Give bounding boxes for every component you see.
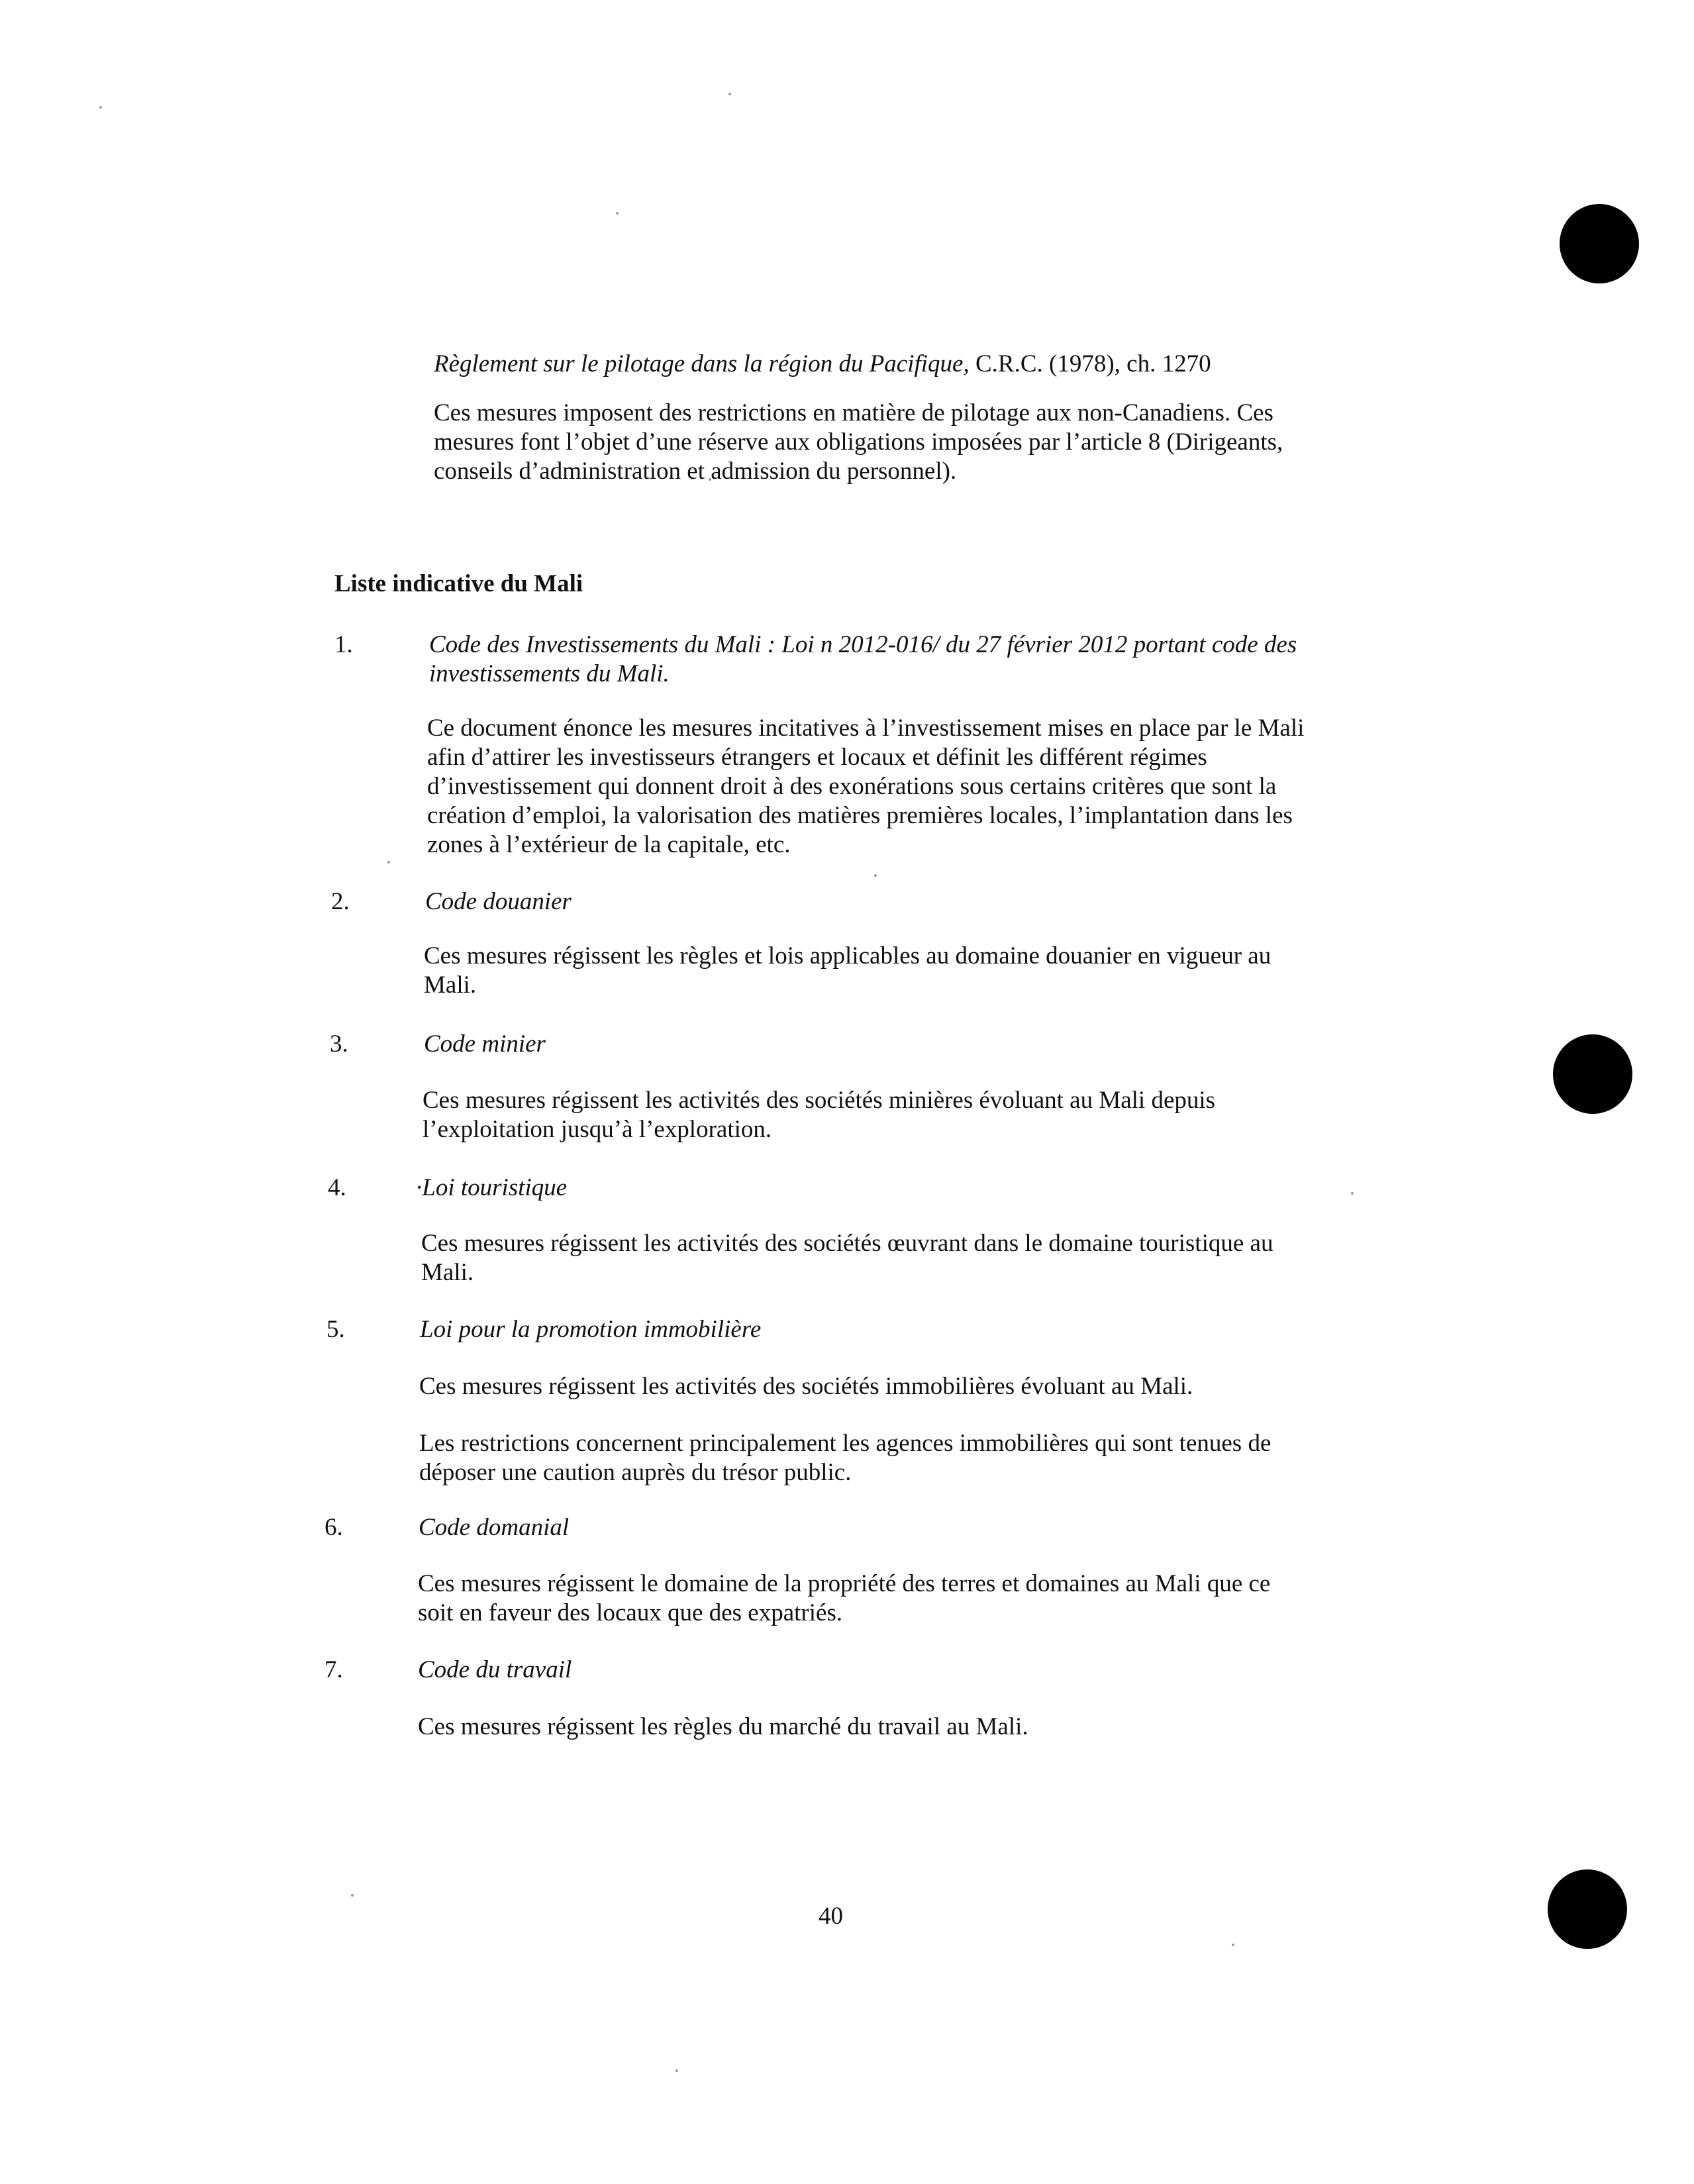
section-heading: Liste indicative du Mali [334,570,583,597]
item-title-line: Code douanier [425,888,572,915]
item-number: 4. [328,1174,346,1201]
item-title [419,1513,569,1542]
paragraph-line: déposer une caution auprès du trésor public. [419,1459,852,1486]
item-number: 7. [324,1656,343,1683]
scan-speck [387,861,390,864]
page-number: 40 [819,1903,843,1930]
paragraph-line: soit en faveur des locaux que des expatriés. [418,1599,843,1626]
paragraph-line: Ces mesures imposent des restrictions en matière de pilotage aux non-Canadiens. Ces [434,399,1273,426]
punch-hole [1548,1869,1627,1949]
regulation-title-citation: C.R.C. (1978), ch. 1270 [969,350,1211,377]
paragraph-line: Ces mesures régissent les règles et lois applicables au domaine douanier en vigueur au [424,942,1271,969]
paragraph-line: conseils d’administration et admission du personnel). [434,458,957,485]
paragraph-line: Ces mesures régissent les activités des sociétés œuvrant dans le domaine touristique au [421,1230,1273,1257]
punch-hole [1553,1034,1632,1114]
paragraph-line: Ce document énonce les mesures incitatives à l’investissement mises en place par le Mali [427,715,1305,742]
item-title [420,1315,761,1344]
paragraph-line: Ces mesures régissent les règles du marché du travail au Mali. [418,1713,1028,1740]
paragraph-line: Mali. [424,971,477,999]
item-title-line: Code du travail [418,1656,572,1683]
paragraph-line: Ces mesures régissent le domaine de la propriété des terres et domaines au Mali que ce [418,1570,1271,1597]
punch-hole [1560,204,1639,283]
regulation-paragraph [434,399,1374,486]
item-title [418,1656,572,1685]
item-title [429,630,1297,689]
item-paragraph [418,1712,1028,1742]
paragraph-line: mesures font l’objet d’une réserve aux obligations imposées par l’article 8 (Dirigeants, [434,428,1283,456]
item-number: 6. [324,1514,343,1541]
item-paragraph [427,714,1304,860]
item-paragraph [424,942,1271,1000]
scan-speck [99,106,102,109]
item-title-line: Code minier [424,1030,546,1058]
item-title [424,1030,546,1059]
scan-speck [616,212,619,215]
item-number: 2. [331,888,350,915]
item-number: 1. [334,631,353,658]
item-paragraph [421,1229,1273,1287]
item-title-line: Code des Investissements du Mali : Loi n 2012-016/ du 27 février 2012 portant code des [429,631,1297,658]
item-title-line: Code domanial [419,1514,570,1541]
scan-speck [1232,1944,1234,1946]
scan-speck [874,874,877,877]
paragraph-line: d’investissement qui donnent droit à des exonérations sous certains critères que sont la [427,773,1277,800]
item-paragraph [423,1086,1215,1144]
paragraph-line: Ces mesures régissent les activités des sociétés immobilières évoluant au Mali. [419,1373,1193,1400]
item-title-line: investissements du Mali. [429,660,670,687]
item-number: 3. [330,1030,348,1058]
scan-speck [728,93,731,95]
scan-speck [675,2069,678,2072]
paragraph-line: Mali. [421,1259,474,1286]
item-paragraph [418,1569,1270,1628]
regulation-title-italic: Règlement sur le pilotage dans la région du Pacifique, [434,350,970,377]
item-title [416,1173,567,1203]
regulation-title [434,350,1211,379]
item-title [425,887,572,917]
paragraph-line: l’exploitation jusqu’à l’exploration. [423,1116,772,1143]
scan-speck [351,1894,354,1897]
paragraph-line: afin d’attirer les investisseurs étrangers et locaux et définit les différent régimes [427,744,1207,771]
item-paragraph [419,1372,1193,1401]
scan-speck [1351,1192,1354,1195]
paragraph-line: Ces mesures régissent les activités des sociétés minières évoluant au Mali depuis [423,1087,1216,1114]
item-title-line: Loi pour la promotion immobilière [420,1316,762,1343]
item-number: 5. [326,1316,345,1343]
paragraph-line: Les restrictions concernent principalement les agences immobilières qui sont tenues de [419,1430,1271,1457]
paragraph-line: zones à l’extérieur de la capitale, etc. [427,831,791,858]
paragraph-line: création d’emploi, la valorisation des matières premières locales, l’implantation dans les [427,802,1293,829]
item-title-line: ·Loi touristique [416,1174,568,1201]
item-paragraph [419,1429,1271,1487]
